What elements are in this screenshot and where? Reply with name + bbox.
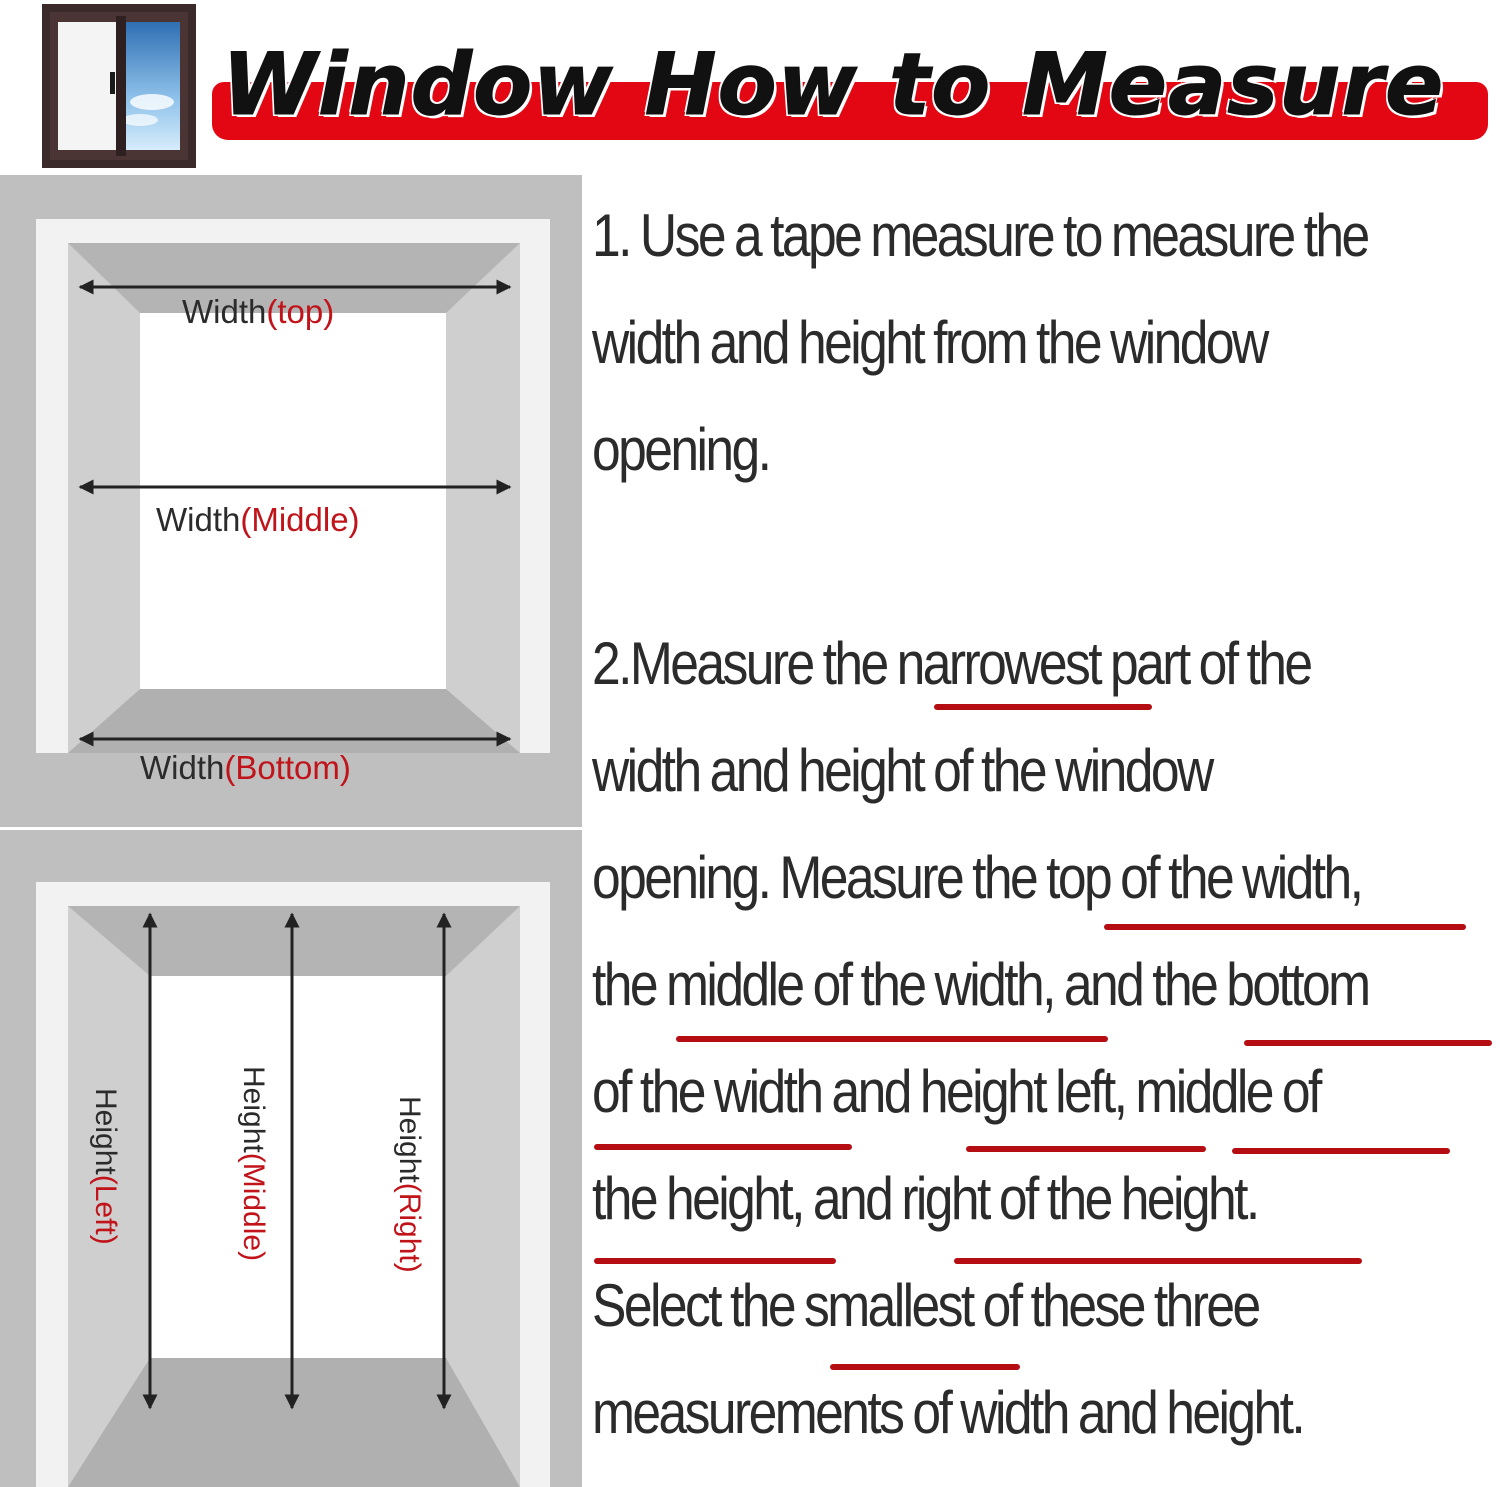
width-measure-diagram	[0, 175, 582, 827]
height-measure-diagram	[0, 830, 582, 1487]
width-top-label: Width(top)	[182, 293, 335, 330]
underline-the-height	[594, 1258, 836, 1264]
underline-smallest	[830, 1364, 1020, 1370]
instructions-text	[592, 182, 1370, 1466]
height-middle-label: Height(Middle)	[237, 1066, 270, 1262]
step2-line: 2.Measure the narrowest part of the	[592, 630, 1311, 697]
width-middle-label: Width(Middle)	[156, 501, 360, 538]
step2-line: width and height of the window	[592, 737, 1212, 804]
width-bottom-label: Width(Bottom)	[140, 749, 351, 786]
step2-line: the middle of the width, and the bottom	[592, 951, 1369, 1018]
step2-line: opening. Measure the top of the width,	[592, 844, 1362, 911]
page-title: Window How to Measure	[222, 35, 1445, 135]
underline-top-of-width	[1104, 924, 1466, 930]
step1-line: opening.	[592, 416, 770, 483]
step1-line: width and height from the window	[592, 309, 1267, 376]
sliding-window-icon	[40, 2, 198, 170]
header-window-icon	[40, 2, 198, 170]
step2-line: the height, and right of the height.	[592, 1165, 1258, 1232]
underline-of-the-width	[594, 1144, 852, 1150]
underline-narrowest	[934, 704, 1152, 710]
height-left-label: Height(Left)	[89, 1088, 122, 1245]
step1-line: 1. Use a tape measure to measure the	[592, 202, 1368, 269]
step2-line: measurements of width and height.	[592, 1379, 1304, 1446]
underline-middle-of-width	[676, 1036, 1108, 1042]
step2-line: Select the smallest of these three	[592, 1272, 1259, 1339]
underline-right-of-height	[954, 1258, 1362, 1264]
underline-bottom	[1244, 1040, 1492, 1046]
underline-middle-of	[1232, 1148, 1450, 1154]
height-right-label: Height(Right)	[393, 1096, 426, 1273]
underline-height-left	[966, 1146, 1206, 1152]
step2-line: of the width and height left, middle of	[592, 1058, 1320, 1125]
